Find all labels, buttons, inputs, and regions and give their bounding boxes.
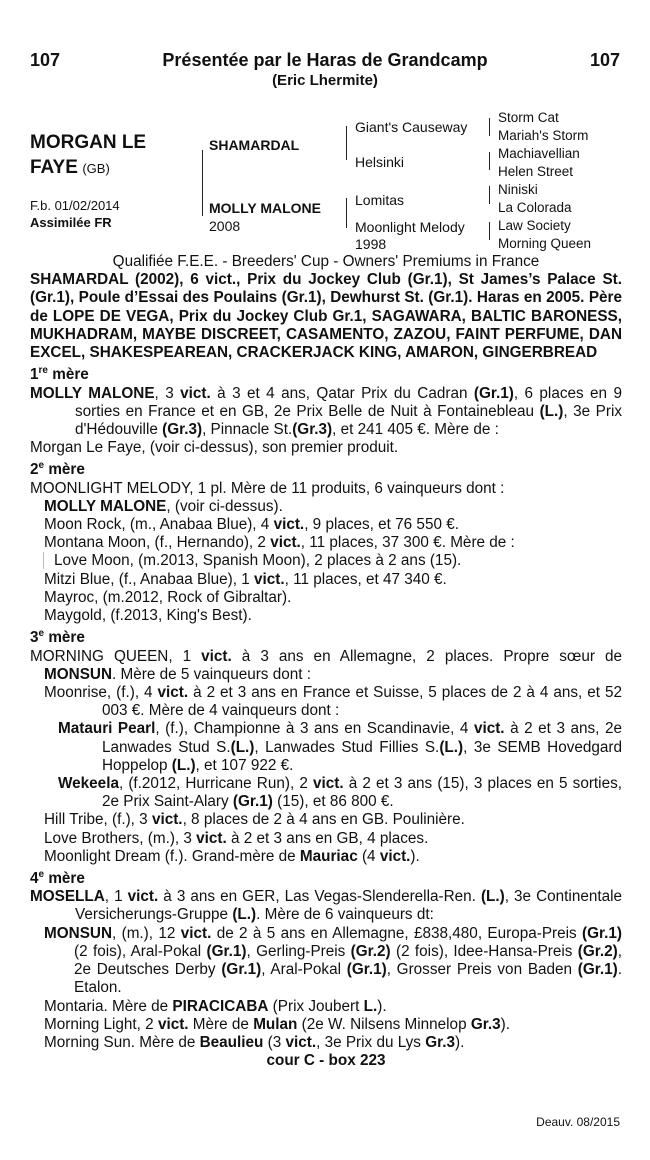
second-dam-moonrock: Moon Rock, (m., Anabaa Blue), 4 vict., 9 places, et 76 550 €.: [44, 516, 459, 534]
second-dam-intro: MOONLIGHT MELODY, 1 pl. Mère de 11 produits, 6 vainqueurs dont :: [30, 479, 505, 497]
section-fourth-dam: 4e mère: [30, 868, 85, 888]
horse-birth: F.b. 01/02/2014: [30, 198, 120, 213]
pedigree-bracket-gg1: [489, 118, 490, 136]
catalogue-text: [30, 253, 622, 1070]
footer-reference: Deauv. 08/2015: [536, 1115, 620, 1129]
third-dam-dream: Moonlight Dream (f.). Grand-mère de Mauriac (4 vict.).: [44, 847, 420, 865]
pedigree-gg-6: La Colorada: [498, 200, 572, 215]
third-dam-love: Love Brothers, (m.), 3 vict. à 2 et 3 ans en GB, 4 places.: [44, 829, 429, 847]
second-dam-mitzi: Mitzi Blue, (f., Anabaa Blue), 1 vict., 11 places, et 47 340 €.: [44, 570, 447, 588]
consignor-title: Présentée par le Haras de Grandcamp: [162, 50, 488, 70]
lot-number-left: 107: [30, 50, 61, 70]
pedigree-sire: SHAMARDAL: [209, 137, 300, 153]
horse-country: (GB): [82, 161, 110, 176]
horse-name-line1: MORGAN LE: [30, 132, 147, 153]
third-dam-matauri: Matauri Pearl, (f.), Championne à 3 ans en Scandinavie, 4 vict. à 2 et 3 ans, 2e Lanwades Stud S.(L.), Lanwades Stud Fillies S.(L.), 3e SEMB Hovedgard Hoppelop (L.), et 107 922 €.: [58, 720, 622, 774]
pedigree-gg-5: Niniski: [498, 182, 538, 197]
horse-status: Assimilée FR: [30, 215, 112, 230]
pedigree-bracket-gg3: [489, 186, 490, 204]
horse-name-line2: FAYE (GB): [30, 157, 110, 178]
pedigree-gg-1: Storm Cat: [498, 110, 559, 125]
pedigree-bracket-main: [202, 150, 203, 216]
second-dam-molly: MOLLY MALONE, (voir ci-dessus).: [44, 497, 283, 515]
pedigree-gg-7: Law Society: [498, 218, 571, 233]
pedigree-sire-sire: Giant's Causeway: [355, 119, 468, 135]
pedigree-dam-sire: Lomitas: [355, 192, 405, 208]
pedigree-gg-8: Morning Queen: [498, 236, 592, 251]
second-dam-montana: Montana Moon, (f., Hernando), 2 vict., 11 places, 37 300 €. Mère de :: [44, 534, 515, 552]
fourth-dam-morning-light: Morning Light, 2 vict. Mère de Mulan (2e W. Nilsens Minnelop Gr.3).: [44, 1015, 510, 1033]
pedigree-dam-dam-year: 1998: [355, 236, 387, 252]
pedigree-dam: MOLLY MALONE: [209, 200, 322, 216]
sire-paragraph: SHAMARDAL (2002), 6 vict., Prix du Jockey Club (Gr.1), St James’s Palace St.(Gr.1), Poule d’Essai des Poulains (Gr.1), Dewhurst St. (Gr.1). Haras en 2005. Père de LOPE DE VEGA, Prix du Jockey Club Gr.1, SAGAWARA, BALTIC BARONESS, MUKHADRAM, MAYBE DISCREET, CASAMENTO, ZAZOU, FAINT PERFUME, DAN EXCEL, SHAKESPEAREAN, CRACKERJACK KING, AMARON, GINGERBREAD: [30, 271, 622, 362]
section-first-dam: 1re mère: [30, 365, 89, 384]
pedigree-bracket-gg2: [489, 152, 490, 170]
pedigree-gg-4: Helen Street: [498, 164, 574, 179]
fourth-dam-mosella: MOSELLA, 1 vict. à 3 ans en GER, Las Vegas-Slenderella-Ren. (L.), 3e Continentale Versicherungs-Gruppe (L.). Mère de 6 vainqueurs dt:: [30, 888, 622, 924]
section-third-dam: 3e mère: [30, 628, 85, 647]
section-second-dam: 2e mère: [30, 460, 85, 479]
lot-number-right: 107: [589, 50, 620, 70]
third-dam-hill: Hill Tribe, (f.), 3 vict., 8 places de 2 à 4 ans en GB. Poulinière.: [44, 811, 465, 829]
pedigree-bracket-gg4: [489, 222, 490, 240]
third-dam-moonrise: Moonrise, (f.), 4 vict. à 2 et 3 ans en France et Suisse, 5 places de 2 à 4 ans, et 52 003 €. Mère de 4 vainqueurs dont :: [44, 683, 622, 720]
pedigree-bracket-dam: [346, 198, 347, 228]
pedigree-gg-3: Machiavellian: [498, 146, 580, 161]
pedigree-gg-2: Mariah's Storm: [498, 128, 589, 143]
qualification: Qualifiée F.E.E. - Breeders' Cup - Owners' Premiums in France: [112, 253, 540, 270]
pedigree-dam-dam: Moonlight Melody: [355, 219, 465, 235]
location: cour C - box 223: [266, 1052, 386, 1070]
fourth-dam-montaria: Montaria. Mère de PIRACICABA (Prix Joubert L.).: [44, 997, 387, 1015]
consignor-subtitle: (Eric Lhermite): [272, 72, 378, 89]
second-dam-mayroc: Mayroc, (m.2012, Rock of Gibraltar).: [44, 588, 292, 606]
pedigree-sire-dam: Helsinki: [355, 154, 405, 170]
third-dam-intro: MORNING QUEEN, 1 vict. à 3 ans en Allemagne, 2 places. Propre sœur de MONSUN. Mère de 5 vainqueurs dont :: [30, 647, 623, 683]
third-dam-wekeela: Wekeela, (f.2012, Hurricane Run), 2 vict. à 2 et 3 ans (15), 3 places en 5 sorties, 2e Prix Saint-Alary (Gr.1) (15), et 86 800 €.: [58, 774, 622, 811]
fourth-dam-monsun: MONSUN, (m.), 12 vict. de 2 à 5 ans en Allemagne, £838,480, Europa-Preis (Gr.1) (2 fois), Aral-Pokal (Gr.1), Gerling-Preis (Gr.2) (2 fois), Idee-Hansa-Preis (Gr.2), 2e Deutsches Derby (Gr.1), Aral-Pokal (Gr.1), Grosser Preis von Baden (Gr.1). Etalon.: [44, 924, 622, 997]
first-dam-paragraph: MOLLY MALONE, 3 vict. à 3 et 4 ans, Qatar Prix du Cadran (Gr.1), 6 places en 9 sorties en France et en GB, 2e Prix Belle de Nuit à Fontainebleau (L.), 3e Prix d'Hédouville (Gr.3), Pinnacle St.(Gr.3), et 241 405 €. Mère de :: [30, 384, 622, 438]
fourth-dam-morning-sun: Morning Sun. Mère de Beaulieu (3 vict., 3e Prix du Lys Gr.3).: [44, 1033, 465, 1051]
pedigree-dam-year: 2008: [209, 218, 241, 234]
first-dam-produce: Morgan Le Faye, (voir ci-dessus), son premier produit.: [30, 439, 399, 457]
second-dam-lovemoon: Love Moon, (m.2013, Spanish Moon), 2 places à 2 ans (15).: [30, 552, 622, 570]
pedigree-bracket-sire: [346, 126, 347, 160]
second-dam-maygold: Maygold, (f.2013, King's Best).: [44, 607, 252, 625]
